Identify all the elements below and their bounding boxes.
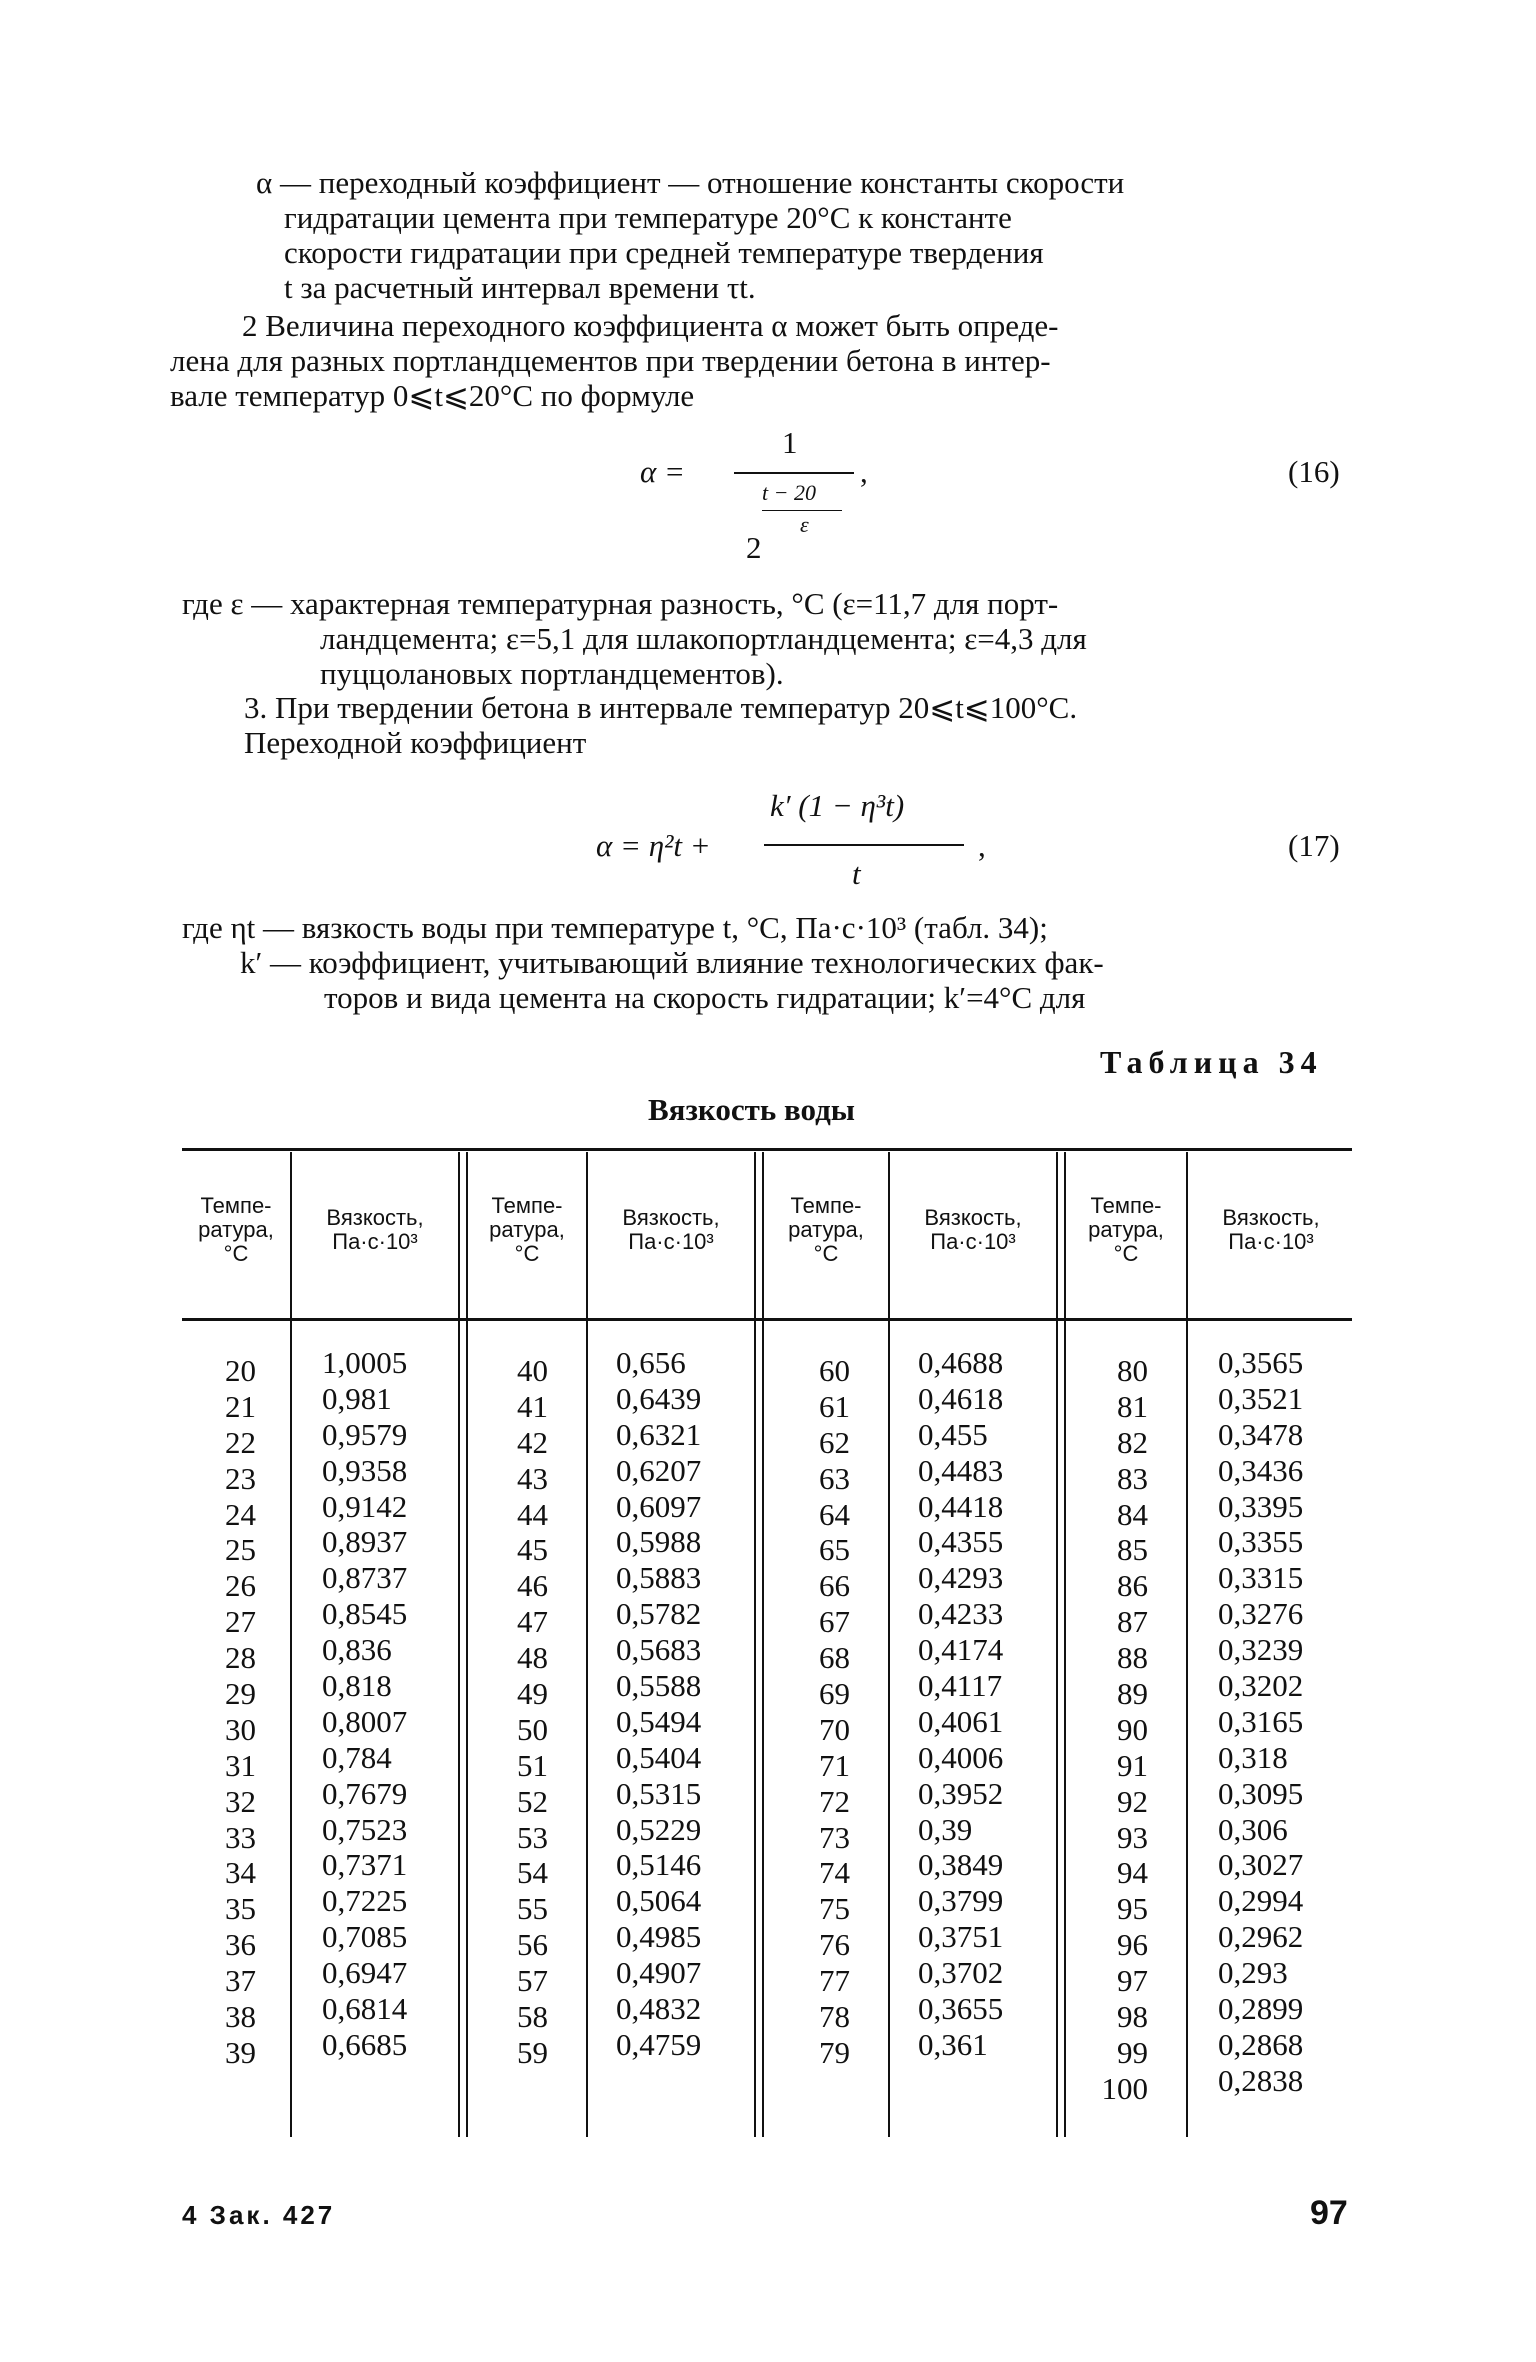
viscosity-cell: 0,4907 bbox=[616, 1955, 702, 1991]
paragraph-coefficient-intro bbox=[170, 308, 1360, 413]
temperature-cell: 88 bbox=[1117, 1640, 1148, 1676]
temperature-cell: 47 bbox=[517, 1604, 548, 1640]
text-line: вале температур 0⩽t⩽20°С по формуле bbox=[170, 378, 695, 413]
viscosity-cell: 0,318 bbox=[1218, 1739, 1288, 1775]
viscosity-cell: 0,8545 bbox=[322, 1596, 408, 1632]
viscosity-cell: 0,4483 bbox=[918, 1452, 1004, 1488]
temperature-cell: 39 bbox=[225, 2034, 256, 2070]
table-divider bbox=[290, 1152, 292, 2137]
viscosity-cell: 0,5229 bbox=[616, 1811, 702, 1847]
temperature-cell: 99 bbox=[1117, 2034, 1148, 2070]
text-line: где ηt — вязкость воды при температуре t, °С, Па·с·10³ (табл. 34); bbox=[182, 910, 1048, 945]
temperature-column bbox=[498, 1353, 548, 2071]
viscosity-cell: 0,3355 bbox=[1218, 1524, 1304, 1560]
temperature-cell: 29 bbox=[225, 1676, 256, 1712]
temperature-cell: 56 bbox=[517, 1927, 548, 1963]
viscosity-cell: 0,3478 bbox=[1218, 1416, 1304, 1452]
table-caption: Вязкость воды bbox=[648, 1092, 856, 1127]
viscosity-cell: 0,3702 bbox=[918, 1955, 1004, 1991]
formula-16-label: (16) bbox=[1288, 454, 1340, 489]
table-header-rule bbox=[182, 1318, 1352, 1321]
temperature-cell: 43 bbox=[517, 1460, 548, 1496]
text-line: k′ — коэффициент, учитывающий влияние технологических фак- bbox=[240, 945, 1104, 980]
viscosity-cell: 0,4061 bbox=[918, 1703, 1004, 1739]
temperature-cell: 50 bbox=[517, 1711, 548, 1747]
viscosity-cell: 0,2899 bbox=[1218, 1991, 1304, 2027]
temperature-cell: 46 bbox=[517, 1568, 548, 1604]
viscosity-cell: 0,455 bbox=[918, 1416, 988, 1452]
text-line: t за расчетный интервал времени τt. bbox=[284, 270, 756, 305]
temperature-cell: 87 bbox=[1117, 1604, 1148, 1640]
viscosity-cell: 0,4006 bbox=[918, 1739, 1004, 1775]
temperature-column bbox=[800, 1353, 850, 2071]
temperature-cell: 24 bbox=[225, 1496, 256, 1532]
temperature-cell: 91 bbox=[1117, 1747, 1148, 1783]
viscosity-cell: 0,6207 bbox=[616, 1452, 702, 1488]
temperature-cell: 69 bbox=[819, 1676, 850, 1712]
header-temperature: Темпе- ратура, °С bbox=[1088, 1193, 1164, 1266]
temperature-cell: 42 bbox=[517, 1424, 548, 1460]
temperature-cell: 95 bbox=[1117, 1891, 1148, 1927]
temperature-cell: 65 bbox=[819, 1532, 850, 1568]
viscosity-cell: 0,4174 bbox=[918, 1632, 1004, 1668]
viscosity-cell: 0,7679 bbox=[322, 1775, 408, 1811]
formula-17-label: (17) bbox=[1288, 828, 1340, 863]
viscosity-cell: 0,4985 bbox=[616, 1919, 702, 1955]
table-group-divider bbox=[466, 1152, 468, 2137]
table-top-rule bbox=[182, 1148, 1352, 1151]
temperature-column bbox=[200, 1353, 256, 2071]
temperature-cell: 92 bbox=[1117, 1783, 1148, 1819]
viscosity-cell: 0,3315 bbox=[1218, 1560, 1304, 1596]
temperature-cell: 32 bbox=[225, 1783, 256, 1819]
temperature-cell: 96 bbox=[1117, 1927, 1148, 1963]
viscosity-cell: 0,8737 bbox=[322, 1560, 408, 1596]
viscosity-cell: 0,3521 bbox=[1218, 1380, 1304, 1416]
temperature-cell: 85 bbox=[1117, 1532, 1148, 1568]
viscosity-cell: 0,4832 bbox=[616, 1991, 702, 2027]
temperature-cell: 75 bbox=[819, 1891, 850, 1927]
temperature-cell: 73 bbox=[819, 1819, 850, 1855]
header-viscosity: Вязкость, Па·с·10³ bbox=[326, 1205, 424, 1254]
viscosity-cell: 0,9142 bbox=[322, 1488, 408, 1524]
temperature-cell: 70 bbox=[819, 1711, 850, 1747]
temperature-cell: 82 bbox=[1117, 1424, 1148, 1460]
temperature-cell: 68 bbox=[819, 1640, 850, 1676]
temperature-cell: 72 bbox=[819, 1783, 850, 1819]
temperature-cell: 31 bbox=[225, 1747, 256, 1783]
temperature-cell: 77 bbox=[819, 1963, 850, 1999]
text-line: Переходной коэффициент bbox=[244, 725, 587, 760]
viscosity-cell: 0,818 bbox=[322, 1668, 392, 1704]
viscosity-cell: 0,7085 bbox=[322, 1919, 408, 1955]
table-group-divider bbox=[754, 1152, 756, 2137]
temperature-cell: 64 bbox=[819, 1496, 850, 1532]
viscosity-cell: 0,6321 bbox=[616, 1416, 702, 1452]
viscosity-cell: 0,3849 bbox=[918, 1847, 1004, 1883]
text-line: лена для разных портландцементов при твердении бетона в интер- bbox=[170, 343, 1051, 378]
formula-17-lhs: α = η²t + bbox=[596, 828, 711, 863]
viscosity-cell: 0,4293 bbox=[918, 1560, 1004, 1596]
viscosity-cell: 0,3027 bbox=[1218, 1847, 1304, 1883]
formula-17-denominator: t bbox=[852, 856, 861, 891]
temperature-cell: 66 bbox=[819, 1568, 850, 1604]
viscosity-cell: 0,6814 bbox=[322, 1991, 408, 2027]
viscosity-cell: 0,4355 bbox=[918, 1524, 1004, 1560]
viscosity-cell: 0,4117 bbox=[918, 1668, 1003, 1704]
viscosity-cell: 0,3165 bbox=[1218, 1703, 1304, 1739]
viscosity-cell: 0,5782 bbox=[616, 1596, 702, 1632]
temperature-cell: 35 bbox=[225, 1891, 256, 1927]
header-viscosity: Вязкость, Па·с·10³ bbox=[924, 1205, 1022, 1254]
formula-16-exponent-denominator: ε bbox=[800, 512, 809, 537]
formula-17-numerator: k′ (1 − η³t) bbox=[770, 788, 905, 823]
viscosity-cell: 0,7523 bbox=[322, 1811, 408, 1847]
temperature-cell: 40 bbox=[517, 1353, 548, 1388]
viscosity-cell: 0,3239 bbox=[1218, 1632, 1304, 1668]
viscosity-cell: 0,9358 bbox=[322, 1452, 408, 1488]
viscosity-cell: 0,2868 bbox=[1218, 2026, 1304, 2062]
temperature-cell: 44 bbox=[517, 1496, 548, 1532]
temperature-cell: 79 bbox=[819, 2034, 850, 2070]
temperature-cell: 48 bbox=[517, 1640, 548, 1676]
temperature-cell: 71 bbox=[819, 1747, 850, 1783]
viscosity-cell: 0,8937 bbox=[322, 1524, 408, 1560]
viscosity-column bbox=[1218, 1345, 1348, 2099]
header-temperature: Темпе- ратура, °С bbox=[788, 1193, 864, 1266]
temperature-cell: 98 bbox=[1117, 1999, 1148, 2035]
header-viscosity: Вязкость, Па·с·10³ bbox=[1222, 1205, 1320, 1254]
viscosity-cell: 0,3751 bbox=[918, 1919, 1004, 1955]
table-divider bbox=[888, 1152, 890, 2137]
formula-16-exponent-numerator: t − 20 bbox=[762, 480, 816, 505]
temperature-cell: 93 bbox=[1117, 1819, 1148, 1855]
viscosity-cell: 0,784 bbox=[322, 1739, 392, 1775]
formula-16-fraction-bar bbox=[734, 472, 854, 474]
temperature-cell: 61 bbox=[819, 1388, 850, 1424]
temperature-cell: 26 bbox=[225, 1568, 256, 1604]
temperature-cell: 90 bbox=[1117, 1711, 1148, 1747]
viscosity-cell: 0,5883 bbox=[616, 1560, 702, 1596]
viscosity-cell: 0,306 bbox=[1218, 1811, 1288, 1847]
temperature-cell: 49 bbox=[517, 1676, 548, 1712]
formula-16-base: 2 bbox=[746, 530, 762, 565]
temperature-cell: 23 bbox=[225, 1460, 256, 1496]
viscosity-cell: 0,3436 bbox=[1218, 1452, 1304, 1488]
temperature-cell: 80 bbox=[1117, 1353, 1148, 1388]
viscosity-cell: 0,5588 bbox=[616, 1668, 702, 1704]
viscosity-cell: 0,3952 bbox=[918, 1775, 1004, 1811]
viscosity-cell: 0,4759 bbox=[616, 2026, 702, 2062]
temperature-cell: 59 bbox=[517, 2034, 548, 2070]
text-line: 3. При твердении бетона в интервале температур 20⩽t⩽100°С. bbox=[244, 690, 1078, 725]
viscosity-cell: 0,3095 bbox=[1218, 1775, 1304, 1811]
temperature-cell: 25 bbox=[225, 1532, 256, 1568]
temperature-cell: 36 bbox=[225, 1927, 256, 1963]
temperature-cell: 81 bbox=[1117, 1388, 1148, 1424]
temperature-cell: 41 bbox=[517, 1388, 548, 1424]
viscosity-cell: 0,361 bbox=[918, 2026, 988, 2062]
page-number: 97 bbox=[1310, 2194, 1348, 2232]
viscosity-cell: 0,7225 bbox=[322, 1883, 408, 1919]
viscosity-cell: 0,2994 bbox=[1218, 1883, 1304, 1919]
viscosity-cell: 0,5146 bbox=[616, 1847, 702, 1883]
table-group-divider bbox=[762, 1152, 764, 2137]
temperature-cell: 55 bbox=[517, 1891, 548, 1927]
temperature-cell: 45 bbox=[517, 1532, 548, 1568]
text-line: 2 Величина переходного коэффициента α может быть опреде- bbox=[242, 308, 1059, 343]
temperature-cell: 53 bbox=[517, 1819, 548, 1855]
table-group-divider bbox=[1056, 1152, 1058, 2137]
formula-17-comma: , bbox=[978, 828, 986, 863]
viscosity-cell: 0,3799 bbox=[918, 1883, 1004, 1919]
header-viscosity: Вязкость, Па·с·10³ bbox=[622, 1205, 720, 1254]
temperature-cell: 33 bbox=[225, 1819, 256, 1855]
viscosity-cell: 0,4688 bbox=[918, 1345, 1004, 1380]
temperature-cell: 89 bbox=[1117, 1676, 1148, 1712]
temperature-cell: 21 bbox=[225, 1388, 256, 1424]
temperature-cell: 34 bbox=[225, 1855, 256, 1891]
viscosity-cell: 0,2962 bbox=[1218, 1919, 1304, 1955]
temperature-cell: 84 bbox=[1117, 1496, 1148, 1532]
viscosity-cell: 0,293 bbox=[1218, 1955, 1288, 1991]
table-group-divider bbox=[458, 1152, 460, 2137]
temperature-cell: 37 bbox=[225, 1963, 256, 1999]
temperature-cell: 78 bbox=[819, 1999, 850, 2035]
formula-17-fraction-bar bbox=[764, 844, 964, 846]
text-line: торов и вида цемента на скорость гидратации; k′=4°С для bbox=[324, 980, 1086, 1015]
viscosity-cell: 0,9579 bbox=[322, 1416, 408, 1452]
text-line: гидратации цемента при температуре 20°С к константе bbox=[284, 200, 1012, 235]
temperature-cell: 60 bbox=[819, 1353, 850, 1388]
viscosity-cell: 0,5988 bbox=[616, 1524, 702, 1560]
viscosity-cell: 0,6097 bbox=[616, 1488, 702, 1524]
temperature-cell: 30 bbox=[225, 1711, 256, 1747]
formula-16-comma: , bbox=[860, 454, 868, 489]
temperature-cell: 57 bbox=[517, 1963, 548, 1999]
text-line: где ε — характерная температурная разность, °С (ε=11,7 для порт- bbox=[182, 586, 1059, 621]
viscosity-cell: 0,5404 bbox=[616, 1739, 702, 1775]
viscosity-cell: 0,5315 bbox=[616, 1775, 702, 1811]
viscosity-cell: 0,5683 bbox=[616, 1632, 702, 1668]
header-temperature: Темпе- ратура, °С bbox=[198, 1193, 274, 1266]
temperature-cell: 94 bbox=[1117, 1855, 1148, 1891]
viscosity-cell: 0,6685 bbox=[322, 2026, 408, 2062]
temperature-cell: 62 bbox=[819, 1424, 850, 1460]
viscosity-cell: 1,0005 bbox=[322, 1345, 408, 1380]
formula-16-numerator: 1 bbox=[782, 425, 798, 460]
viscosity-cell: 0,3202 bbox=[1218, 1668, 1304, 1704]
viscosity-column bbox=[616, 1345, 746, 2063]
viscosity-cell: 0,4418 bbox=[918, 1488, 1004, 1524]
viscosity-column bbox=[918, 1345, 1048, 2063]
viscosity-cell: 0,4618 bbox=[918, 1380, 1004, 1416]
temperature-cell: 63 bbox=[819, 1460, 850, 1496]
text-line: пуццолановых портландцементов). bbox=[320, 656, 784, 691]
viscosity-cell: 0,836 bbox=[322, 1632, 392, 1668]
viscosity-cell: 0,2838 bbox=[1218, 2062, 1304, 2098]
viscosity-cell: 0,39 bbox=[918, 1811, 973, 1847]
table-group-divider bbox=[1064, 1152, 1066, 2137]
temperature-column bbox=[1092, 1353, 1148, 2107]
table-divider bbox=[586, 1152, 588, 2137]
formula-16-lhs: α = bbox=[640, 454, 685, 489]
temperature-cell: 100 bbox=[1101, 2070, 1148, 2106]
paragraph-alpha-definition bbox=[256, 165, 1356, 305]
viscosity-column bbox=[322, 1345, 452, 2063]
temperature-cell: 22 bbox=[225, 1424, 256, 1460]
temperature-cell: 52 bbox=[517, 1783, 548, 1819]
temperature-cell: 74 bbox=[819, 1855, 850, 1891]
text-line: скорости гидратации при средней температуре твердения bbox=[284, 235, 1044, 270]
paragraph-eta-definition bbox=[182, 910, 1362, 1015]
viscosity-cell: 0,7371 bbox=[322, 1847, 408, 1883]
temperature-cell: 76 bbox=[819, 1927, 850, 1963]
temperature-cell: 20 bbox=[225, 1353, 256, 1388]
viscosity-cell: 0,5064 bbox=[616, 1883, 702, 1919]
temperature-cell: 86 bbox=[1117, 1568, 1148, 1604]
viscosity-cell: 0,981 bbox=[322, 1380, 392, 1416]
header-temperature: Темпе- ратура, °С bbox=[489, 1193, 565, 1266]
temperature-cell: 38 bbox=[225, 1999, 256, 2035]
formula-16-exponent-bar bbox=[762, 510, 842, 511]
footer-order-number: 4 Зак. 427 bbox=[182, 2200, 336, 2230]
paragraph-high-temp bbox=[244, 690, 1354, 760]
temperature-cell: 54 bbox=[517, 1855, 548, 1891]
viscosity-cell: 0,5494 bbox=[616, 1703, 702, 1739]
temperature-cell: 67 bbox=[819, 1604, 850, 1640]
temperature-cell: 28 bbox=[225, 1640, 256, 1676]
viscosity-cell: 0,8007 bbox=[322, 1703, 408, 1739]
table-divider bbox=[1186, 1152, 1188, 2137]
temperature-cell: 27 bbox=[225, 1604, 256, 1640]
viscosity-cell: 0,6439 bbox=[616, 1380, 702, 1416]
viscosity-cell: 0,3395 bbox=[1218, 1488, 1304, 1524]
text-line: ландцемента; ε=5,1 для шлакопортландцемента; ε=4,3 для bbox=[320, 621, 1087, 656]
viscosity-cell: 0,3565 bbox=[1218, 1345, 1304, 1380]
temperature-cell: 83 bbox=[1117, 1460, 1148, 1496]
viscosity-cell: 0,6947 bbox=[322, 1955, 408, 1991]
temperature-cell: 58 bbox=[517, 1999, 548, 2035]
table-label: Таблица 34 bbox=[1100, 1044, 1323, 1080]
viscosity-cell: 0,656 bbox=[616, 1345, 686, 1380]
paragraph-epsilon-definition bbox=[182, 586, 1362, 691]
text-line: α — переходный коэффициент — отношение константы скорости bbox=[256, 165, 1125, 200]
temperature-cell: 51 bbox=[517, 1747, 548, 1783]
temperature-cell: 97 bbox=[1117, 1963, 1148, 1999]
viscosity-cell: 0,4233 bbox=[918, 1596, 1004, 1632]
viscosity-cell: 0,3276 bbox=[1218, 1596, 1304, 1632]
viscosity-cell: 0,3655 bbox=[918, 1991, 1004, 2027]
